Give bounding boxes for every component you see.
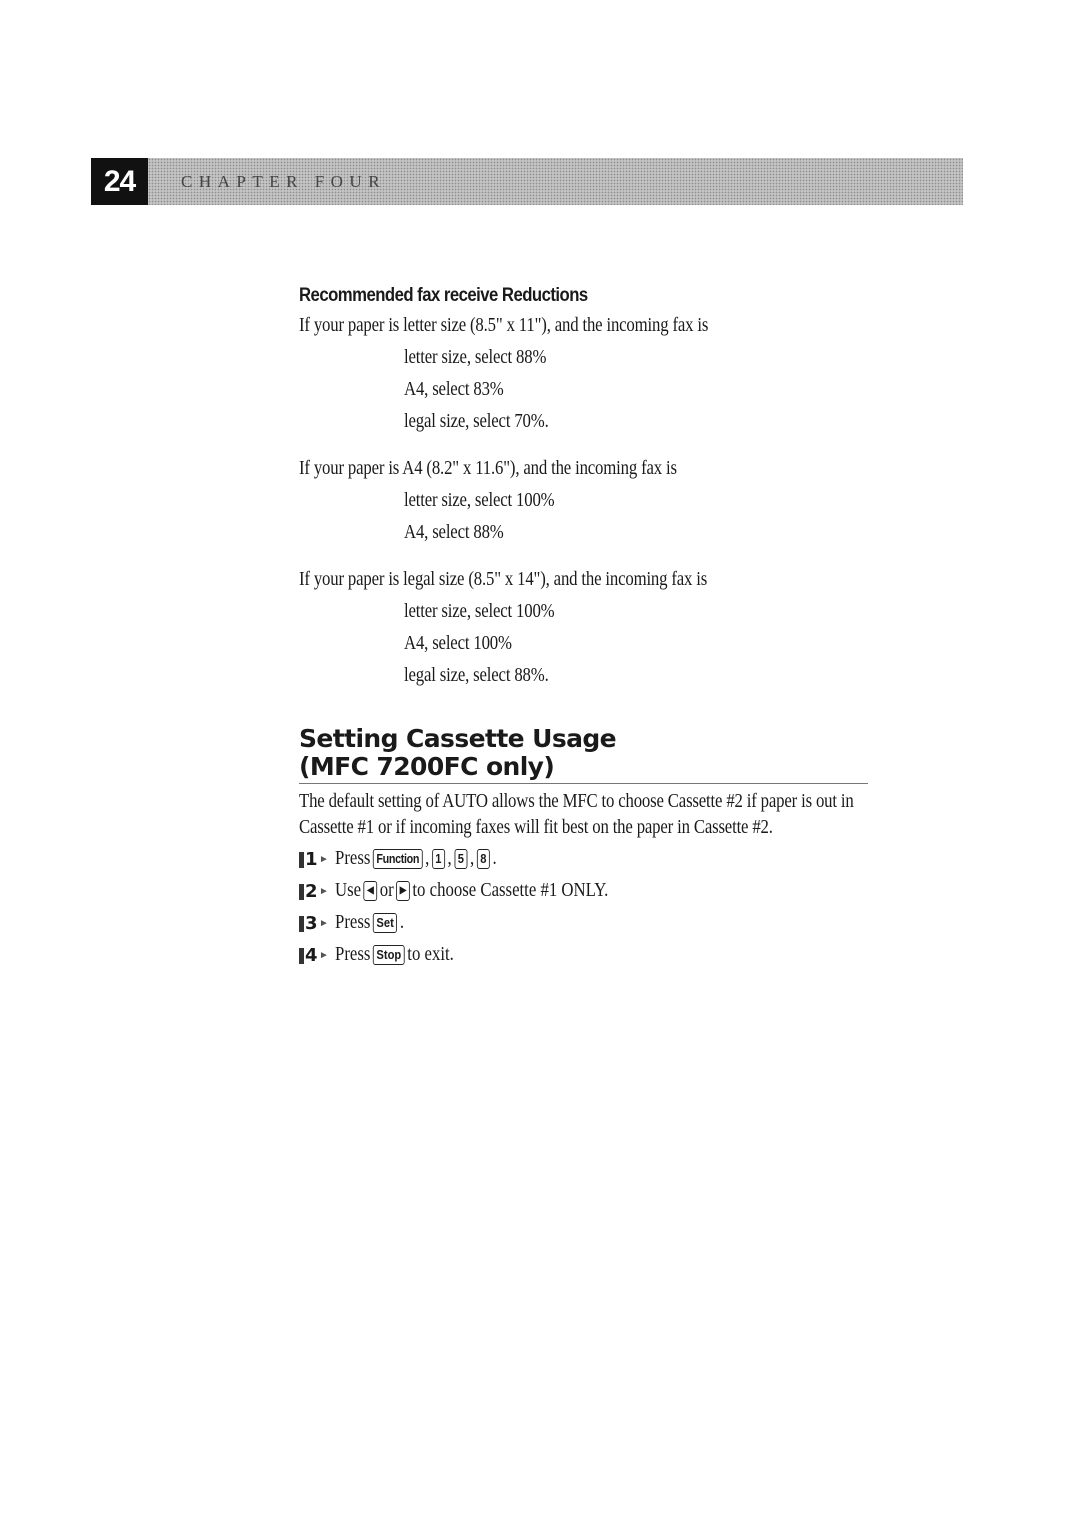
step-3 <box>299 912 415 934</box>
group2-option: letter size, select 100% <box>404 490 555 511</box>
cassette-paragraph-line: Cassette #1 or if incoming faxes will fit best on the paper in Cassette #2. <box>299 817 773 838</box>
step-number-icon: 1 <box>299 849 327 870</box>
step-arrow-icon: ► <box>319 949 329 961</box>
step-4 <box>299 944 473 966</box>
reductions-heading: Recommended fax receive Reductions <box>299 285 588 306</box>
group3-intro: If your paper is legal size (8.5" x 14"), and the incoming fax is <box>299 569 708 590</box>
separator: , <box>469 848 475 869</box>
section-title: Setting Cassette Usage <box>299 724 617 753</box>
stop-key-icon: Stop <box>373 945 405 965</box>
step-arrow-icon: ► <box>319 853 329 865</box>
group2-option: A4, select 88% <box>404 522 504 543</box>
step-text: Press <box>334 944 371 965</box>
separator: , <box>447 848 452 869</box>
group1-option: A4, select 83% <box>404 379 504 400</box>
cassette-paragraph-line: The default setting of AUTO allows the MFC to choose Cassette #2 if paper is out in <box>299 791 854 812</box>
period: . <box>399 912 404 933</box>
step-text: Press <box>334 848 371 869</box>
section-divider <box>299 783 868 784</box>
step-arrow-icon: ► <box>319 917 329 929</box>
group1-option: letter size, select 88% <box>404 347 547 368</box>
right-arrow-key-icon: ▶ <box>396 881 410 901</box>
step-text: Use <box>334 880 361 901</box>
step-text: Press <box>334 912 371 933</box>
group3-option: legal size, select 88%. <box>404 665 549 686</box>
set-key-icon: Set <box>373 913 397 933</box>
step-number-icon: 3 <box>299 913 327 934</box>
key-5-icon: 5 <box>454 849 467 869</box>
group1-option: legal size, select 70%. <box>404 411 549 432</box>
step-text: or <box>379 880 394 901</box>
step-text: to exit. <box>407 944 454 965</box>
step-number-icon: 4 <box>299 945 327 966</box>
chapter-label: CHAPTER FOUR <box>181 172 387 191</box>
step-text: to choose Cassette #1 ONLY. <box>412 880 609 901</box>
page-number: 24 <box>91 158 148 205</box>
function-key-icon: Function <box>373 849 423 869</box>
key-8-icon: 8 <box>477 849 490 869</box>
separator: , <box>424 848 430 869</box>
group2-intro: If your paper is A4 (8.2" x 11.6"), and the incoming fax is <box>299 458 677 479</box>
group3-option: letter size, select 100% <box>404 601 555 622</box>
key-1-icon: 1 <box>432 849 445 869</box>
step-number-icon: 2 <box>299 881 327 902</box>
period: . <box>492 848 497 869</box>
group3-option: A4, select 100% <box>404 633 512 654</box>
step-2 <box>299 880 653 902</box>
section-subtitle: (MFC 7200FC only) <box>299 752 555 781</box>
step-1 <box>299 848 523 870</box>
left-arrow-key-icon: ◀ <box>364 881 378 901</box>
step-arrow-icon: ► <box>319 885 329 897</box>
group1-intro: If your paper is letter size (8.5" x 11"), and the incoming fax is <box>299 315 709 336</box>
